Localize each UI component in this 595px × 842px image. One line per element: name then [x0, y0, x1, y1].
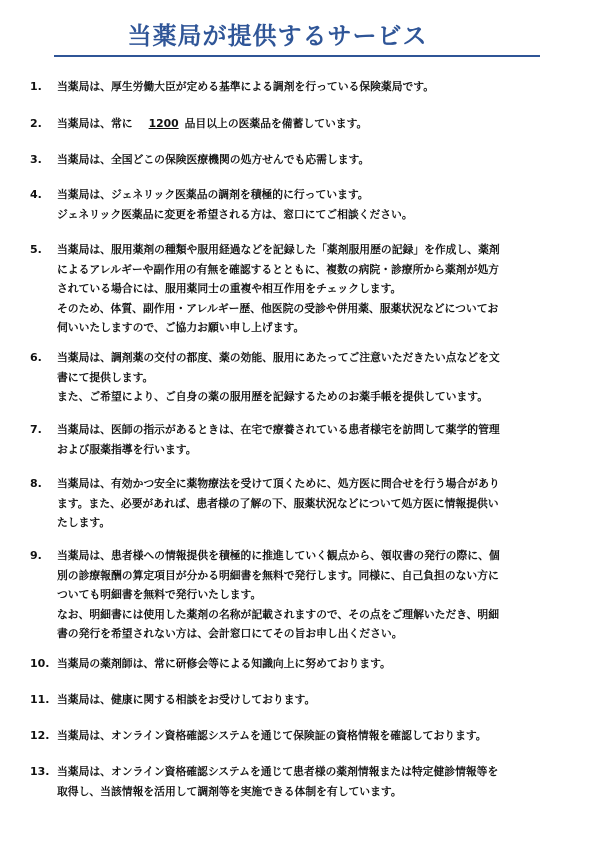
- item-text: [57, 420, 535, 459]
- title-underline: [54, 55, 540, 57]
- text-line: 取得し、当該情報を活用して調剤等を実施できる体制を有しています。: [57, 784, 402, 798]
- item-text: [57, 185, 535, 224]
- item-number: 8.: [30, 477, 42, 490]
- item-text: [57, 762, 535, 801]
- text-line: 当薬局の薬剤師は、常に研修会等による知識向上に努めております。: [57, 657, 391, 670]
- item-number: 9.: [30, 549, 42, 562]
- item-number: 5.: [30, 243, 42, 256]
- text-line: 当薬局は、健康に関する相談をお受けしております。: [57, 693, 316, 706]
- text-line: [57, 114, 535, 134]
- text-line: 当薬局は、服用薬剤の種類や服用経過などを記録した「薬剤服用歴の記録」を作成し、薬剤: [57, 243, 500, 256]
- stock-quantity: 1200: [148, 117, 179, 130]
- item-number: 7.: [30, 423, 42, 436]
- text-line: ます。また、必要があれば、患者様の了解の下、服薬状況などについて処方医に情報提供い: [57, 496, 499, 510]
- text-line: なお、明細書には使用した薬剤の名称が記載されますので、その点をご理解いただき、明細: [57, 607, 500, 621]
- item-text: [57, 690, 535, 710]
- item-number: 6.: [30, 351, 42, 364]
- item-number: 1.: [30, 80, 42, 93]
- item-number: 3.: [30, 153, 42, 166]
- text-line: 当薬局は、医師の指示があるときは、在宅で療養されている患者様宅を訪問して薬学的管理: [57, 423, 500, 436]
- text-line: 当薬局は、有効かつ安全に薬物療法を受けて頂くために、処方医に問合せを行う場合があり: [57, 477, 500, 490]
- item-text: [57, 150, 535, 170]
- text-line: そのため、体質、副作用・アレルギー歴、他医院の受診や併用薬、服薬状況などについてお: [57, 301, 499, 315]
- text-line: ジェネリック医薬品に変更を希望される方は、窓口にてご相談ください。: [57, 207, 413, 221]
- item-text: [57, 546, 535, 644]
- item-number: 10.: [30, 657, 50, 670]
- text-line: 当薬局は、全国どこの保険医療機関の処方せんでも応需します。: [57, 153, 370, 166]
- item-text: [57, 726, 535, 746]
- stock-prefix: 当薬局は、常に: [57, 117, 133, 130]
- text-line: によるアレルギーや副作用の有無を確認するとともに、複数の病院・診療所から薬剤が処方: [57, 262, 499, 276]
- text-line: 当薬局は、オンライン資格確認システムを通じて保険証の資格情報を確認しております。: [57, 729, 487, 742]
- text-line: たします。: [57, 516, 111, 529]
- text-line: 当薬局は、ジェネリック医薬品の調剤を積極的に行っています。: [57, 188, 369, 201]
- text-line: 別の診療報酬の算定項目が分かる明細書を無料で発行します。同様に、自己負担のない方に: [57, 568, 499, 582]
- item-text: [57, 474, 535, 533]
- text-line: 当薬局は、オンライン資格確認システムを通じて患者様の薬剤情報または特定健診情報等を: [57, 765, 499, 778]
- page-title: 当薬局が提供するサービス: [127, 22, 428, 50]
- text-line: 当薬局は、調剤薬の交付の都度、薬の効能、服用にあたってご注意いただきたい点などを文: [57, 351, 500, 364]
- text-line: されている場合には、服用薬同士の重複や相互作用をチェックします。: [57, 282, 402, 295]
- item-text: [57, 77, 535, 97]
- text-line: 書にて提供します。: [57, 370, 154, 384]
- text-line: ついても明細書を無料で発行いたします。: [57, 588, 262, 601]
- text-line: また、ご希望により、ご自身の薬の服用歴を記録するためのお薬手帳を提供しています。: [57, 390, 489, 403]
- item-text: [57, 654, 535, 674]
- item-number: 4.: [30, 188, 42, 201]
- text-line: および服薬指導を行います。: [57, 442, 197, 456]
- item-text: [57, 240, 535, 338]
- item-text: [57, 114, 535, 134]
- text-line: 当薬局は、厚生労働大臣が定める基準による調剤を行っている保険薬局です。: [57, 80, 435, 93]
- item-text: [57, 348, 535, 407]
- text-line: 伺いいたしますので、ご協力お願い申し上げます。: [57, 321, 305, 334]
- text-line: 当薬局は、患者様への情報提供を積極的に推進していく観点から、領収書の発行の際に、個: [57, 549, 500, 562]
- stock-suffix: 品目以上の医薬品を備蓄しています。: [184, 117, 368, 130]
- text-line: 書の発行を希望されない方は、会計窓口にてその旨お申し出ください。: [57, 627, 403, 640]
- item-number: 13.: [30, 765, 50, 778]
- item-number: 11.: [30, 693, 50, 706]
- item-number: 2.: [30, 117, 42, 130]
- item-number: 12.: [30, 729, 50, 742]
